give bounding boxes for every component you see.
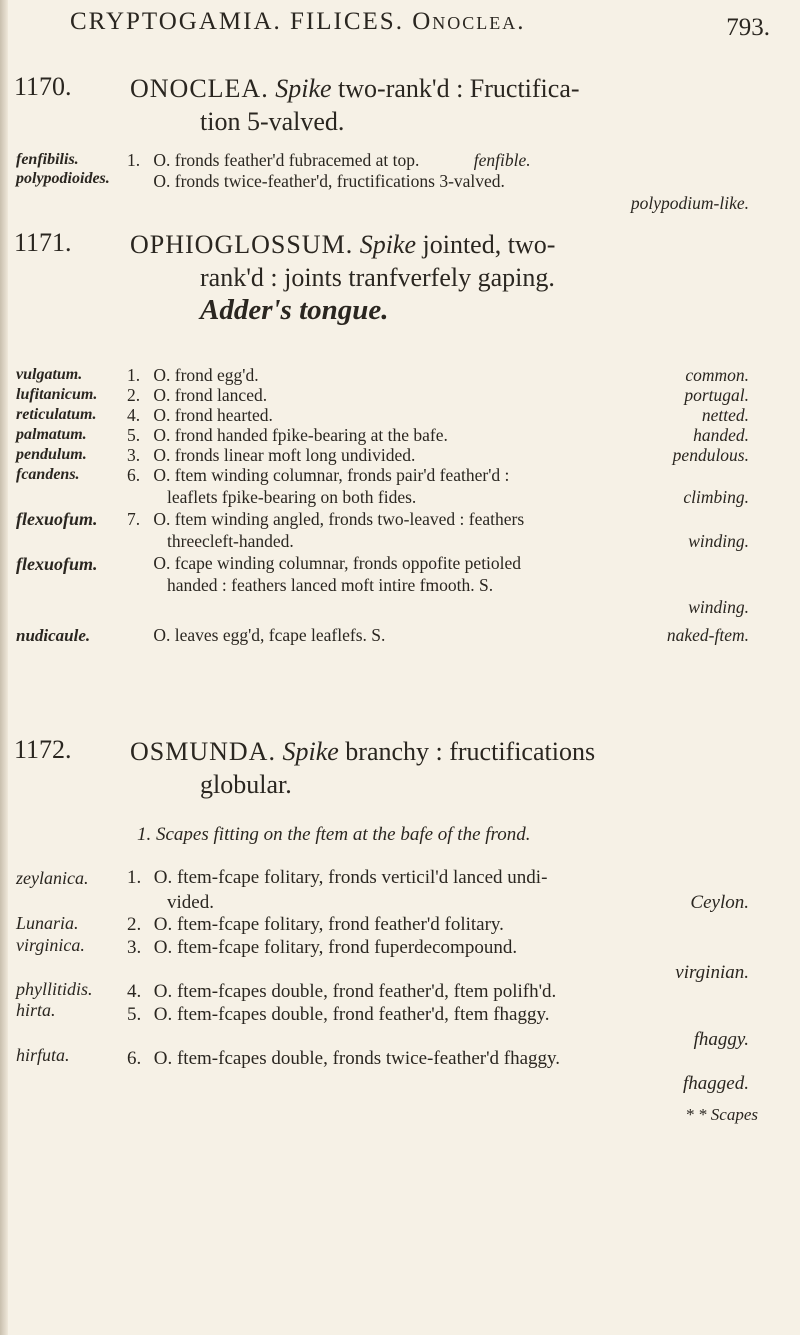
entry-number: 3. — [127, 937, 142, 958]
genus-number: 1170. — [14, 72, 72, 101]
species-entry — [127, 384, 749, 406]
entry-text-cont — [127, 486, 749, 508]
entry-number: 4. — [127, 405, 141, 425]
species-entry — [127, 364, 749, 386]
species-entry — [127, 912, 749, 937]
spike-word: Spike — [359, 230, 417, 259]
entry-text: O. frond handed fpike-bearing at the bafe. — [153, 425, 448, 445]
species-entry — [127, 424, 749, 446]
species-entry — [127, 552, 749, 618]
entry-number: 6. — [127, 1048, 142, 1069]
epithet: pendulum. — [16, 446, 87, 463]
genus-name: OPHIOGLOSSUM. — [130, 230, 354, 259]
genus-character-cont: globular. — [200, 770, 292, 799]
catchword: * * Scapes — [685, 1105, 758, 1124]
epithet: flexuofum. — [16, 554, 98, 574]
genus-character: branchy : fructifications — [345, 737, 596, 766]
species-entry — [127, 935, 749, 985]
entry-number: 3. — [127, 445, 141, 465]
english-name: portugal. — [684, 385, 749, 405]
entry-number: 1. — [127, 150, 141, 170]
spike-word: Spike — [282, 737, 339, 766]
epithet: nudicaule. — [16, 626, 91, 645]
species-entry — [127, 149, 749, 171]
epithet: fenfibilis. — [16, 151, 79, 168]
species-entry — [127, 464, 749, 508]
genus-character: jointed, two- — [422, 230, 556, 259]
entry-number: 5. — [127, 425, 141, 445]
entry-text: O. frond lanced. — [153, 385, 268, 405]
entry-number: 7. — [127, 509, 141, 529]
entry-number: 5. — [127, 1004, 142, 1025]
species-entry — [127, 979, 749, 1004]
species-entry — [127, 624, 749, 646]
entry-text: O. ftem winding angled, fronds two-leaved : feathers — [153, 509, 525, 529]
genus-title — [130, 72, 730, 138]
english-name: naked-ftem. — [666, 625, 749, 645]
entry-number: 2. — [127, 385, 141, 405]
species-entry — [127, 865, 749, 915]
genus-name: OSMUNDA. — [130, 737, 276, 766]
epithet: hirfuta. — [16, 1045, 70, 1065]
epithet: reticulatum. — [16, 406, 97, 423]
genus-name: ONOCLEA. — [130, 74, 269, 103]
english-name: winding. — [688, 597, 749, 617]
entry-text: O. ftem-fcapes double, frond feather'd, ftem polifh'd. — [153, 981, 557, 1002]
entry-text: O. ftem-fcape folitary, fronds verticil'd lanced undi- — [153, 867, 548, 888]
entry-text: O. fronds twice-feather'd, fructifications 3-valved. — [153, 171, 505, 191]
english-name: fenfible. — [473, 150, 531, 170]
english-name: fhagged. — [683, 1073, 749, 1094]
epithet: Lunaria. — [16, 913, 79, 933]
species-entry — [127, 404, 749, 426]
entry-number: 2. — [127, 914, 142, 935]
species-entry — [127, 444, 749, 466]
english-name: common. — [685, 365, 749, 385]
entry-number: 1. — [127, 867, 142, 888]
page-number: 793. — [726, 14, 770, 41]
entry-cont-text: leaflets fpike-bearing on both fides. — [167, 487, 417, 507]
epithet: lufitanicum. — [16, 386, 98, 403]
entry-cont-text: threecleft-handed. — [167, 531, 294, 551]
english-name: fhaggy. — [693, 1029, 749, 1050]
genus-osmunda — [14, 735, 784, 1295]
entry-cont-text: vided. — [167, 892, 214, 913]
epithet: palmatum. — [16, 426, 87, 443]
epithet: vulgatum. — [16, 366, 83, 383]
english-name: Ceylon. — [690, 892, 749, 913]
english-name: virginian. — [675, 962, 749, 983]
entry-text: O. fcape winding columnar, fronds oppofite petioled — [153, 553, 522, 573]
section-heading: 1. Scapes fitting on the ftem at the bafe of the frond. — [137, 824, 531, 845]
entry-text: O. fronds feather'd fubracemed at top. — [153, 150, 420, 170]
entry-text: O. ftem winding columnar, fronds pair'd feather'd : — [153, 465, 510, 485]
epithet: polypodioides. — [16, 170, 110, 187]
epithet: hirta. — [16, 1000, 56, 1020]
genus-title — [130, 735, 730, 801]
entry-text: O. ftem-fcapes double, frond feather'd, ftem fhaggy. — [153, 1004, 550, 1025]
entry-text-cont — [127, 530, 749, 552]
genus-character-cont: rank'd : joints tranfverfely gaping. — [200, 263, 555, 292]
genus-onoclea — [14, 72, 784, 213]
english-name: polypodium-like. — [630, 193, 749, 213]
epithet: phyllitidis. — [16, 979, 93, 999]
genus-title — [130, 228, 730, 327]
entry-text: O. ftem-fcape folitary, frond fuperdecompound. — [153, 937, 518, 958]
epithet: fcandens. — [16, 466, 80, 483]
entry-number: 1. — [127, 365, 141, 385]
epithet: zeylanica. — [16, 868, 89, 888]
entry-number: 6. — [127, 465, 141, 485]
epithet: virginica. — [16, 935, 85, 955]
entry-text: O. ftem-fcape folitary, frond feather'd folitary. — [153, 914, 504, 935]
entry-text: O. fronds linear moft long undivided. — [153, 445, 416, 465]
genus-character-cont: tion 5-valved. — [200, 107, 345, 136]
entry-text: O. frond egg'd. — [153, 365, 259, 385]
entry-text: O. ftem-fcapes double, fronds twice-feather'd fhaggy. — [153, 1048, 561, 1069]
entry-text: O. frond hearted. — [153, 405, 273, 425]
entry-text: O. leaves egg'd, fcape leaflefs. S. — [153, 625, 386, 645]
page-spine-shadow — [0, 0, 8, 1335]
entry-cont-text: handed : feathers lanced moft intire fmooth. S. — [167, 575, 494, 595]
spike-word: Spike — [275, 74, 332, 103]
genus-number: 1172. — [14, 735, 72, 764]
species-entry — [127, 1002, 749, 1052]
english-name: winding. — [688, 531, 749, 551]
genus-number: 1171. — [14, 228, 72, 257]
english-name: netted. — [701, 405, 749, 425]
genus-ophioglossum — [14, 228, 784, 718]
common-name: Adder's tongue. — [200, 294, 389, 326]
english-name: handed. — [693, 425, 749, 445]
entry-number: 4. — [127, 981, 142, 1002]
genus-character: two-rank'd : Fructifica- — [338, 74, 580, 103]
running-head — [70, 8, 770, 48]
epithet: flexuofum. — [16, 509, 98, 529]
species-entry — [127, 170, 749, 214]
species-entry — [127, 508, 749, 552]
species-entry — [127, 1046, 749, 1096]
english-name: climbing. — [683, 487, 749, 507]
english-name: pendulous. — [672, 445, 749, 465]
running-head-title: CRYPTOGAMIA. FILICES. Onoclea. — [70, 8, 526, 35]
